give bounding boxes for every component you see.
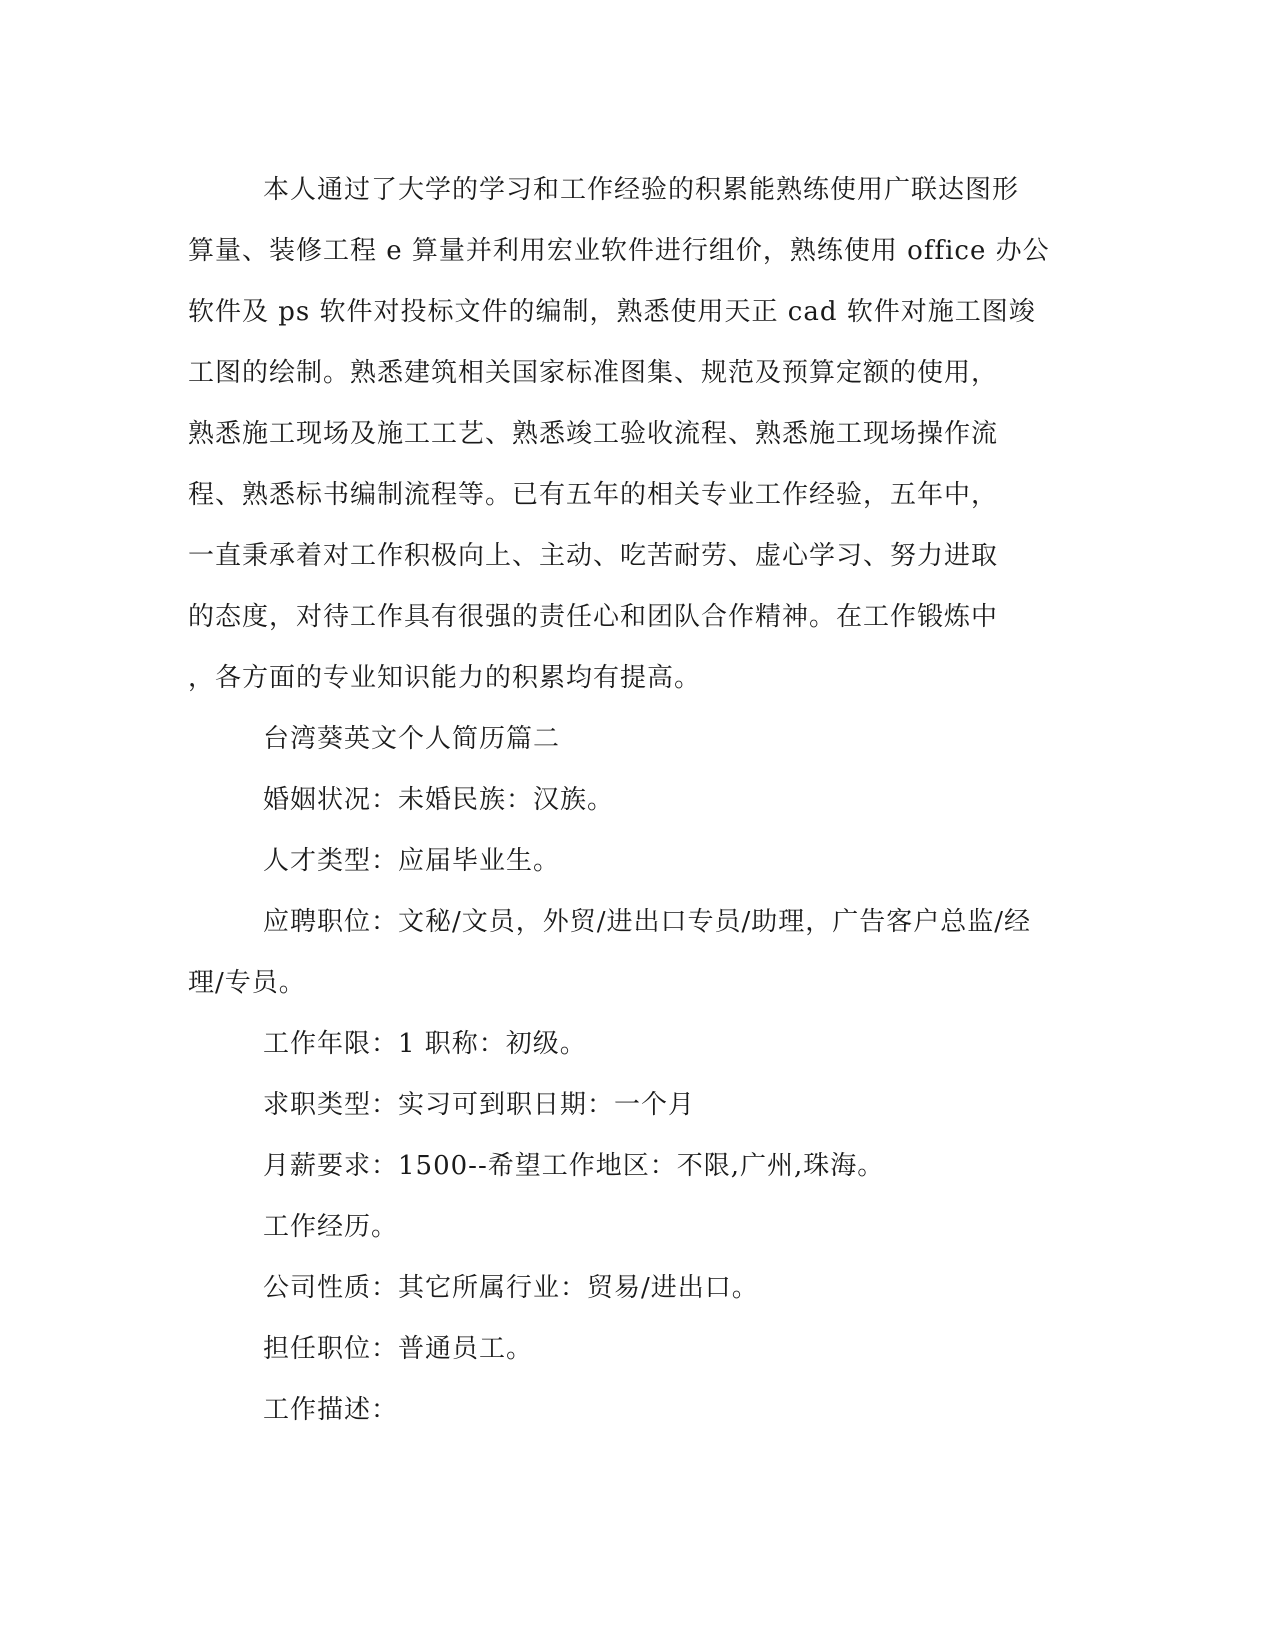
section-title: 台湾葵英文个人简历篇二 [263,724,561,754]
intro-line-9: ，各方面的专业知识能力的积累均有提高。 [188,663,702,693]
intro-line-2: 算量、装修工程 e 算量并利用宏业软件进行组价，熟练使用 office 办公 [188,236,1050,266]
applied-position: 应聘职位：文秘/文员，外贸/进出口专员/助理，广告客户总监/经 [263,907,1032,937]
job-type: 求职类型：实习可到职日期：一个月 [263,1090,696,1120]
salary-expectation: 月薪要求：1500--希望工作地区：不限,广州,珠海。 [263,1151,885,1181]
intro-line-6: 程、熟悉标书编制流程等。已有五年的相关专业工作经验，五年中， [188,480,999,510]
job-description: 工作描述： [263,1395,399,1425]
document-body [188,160,1078,1441]
marital-status: 婚姻状况：未婚民族：汉族。 [263,785,615,815]
job-title: 担任职位：普通员工。 [263,1334,534,1364]
intro-line-3: 软件及 ps 软件对投标文件的编制，熟悉使用天正 cad 软件对施工图竣 [188,297,1036,327]
intro-line-8: 的态度，对待工作具有很强的责任心和团队合作精神。在工作锻炼中 [188,602,999,632]
work-years: 工作年限：1 职称：初级。 [263,1029,587,1059]
applied-position-continued: 理/专员。 [188,968,306,998]
intro-line-5: 熟悉施工现场及施工工艺、熟悉竣工验收流程、熟悉施工现场操作流 [188,419,999,449]
intro-line-4: 工图的绘制。熟悉建筑相关国家标准图集、规范及预算定额的使用， [188,358,999,388]
talent-type: 人才类型：应届毕业生。 [263,846,561,876]
intro-line-7: 一直秉承着对工作积极向上、主动、吃苦耐劳、虚心学习、努力进取 [188,541,999,571]
intro-line-1: 本人通过了大学的学习和工作经验的积累能熟练使用广联达图形 [263,175,1020,205]
company-nature: 公司性质：其它所属行业：贸易/进出口。 [263,1273,759,1303]
work-history-heading: 工作经历。 [263,1212,399,1242]
